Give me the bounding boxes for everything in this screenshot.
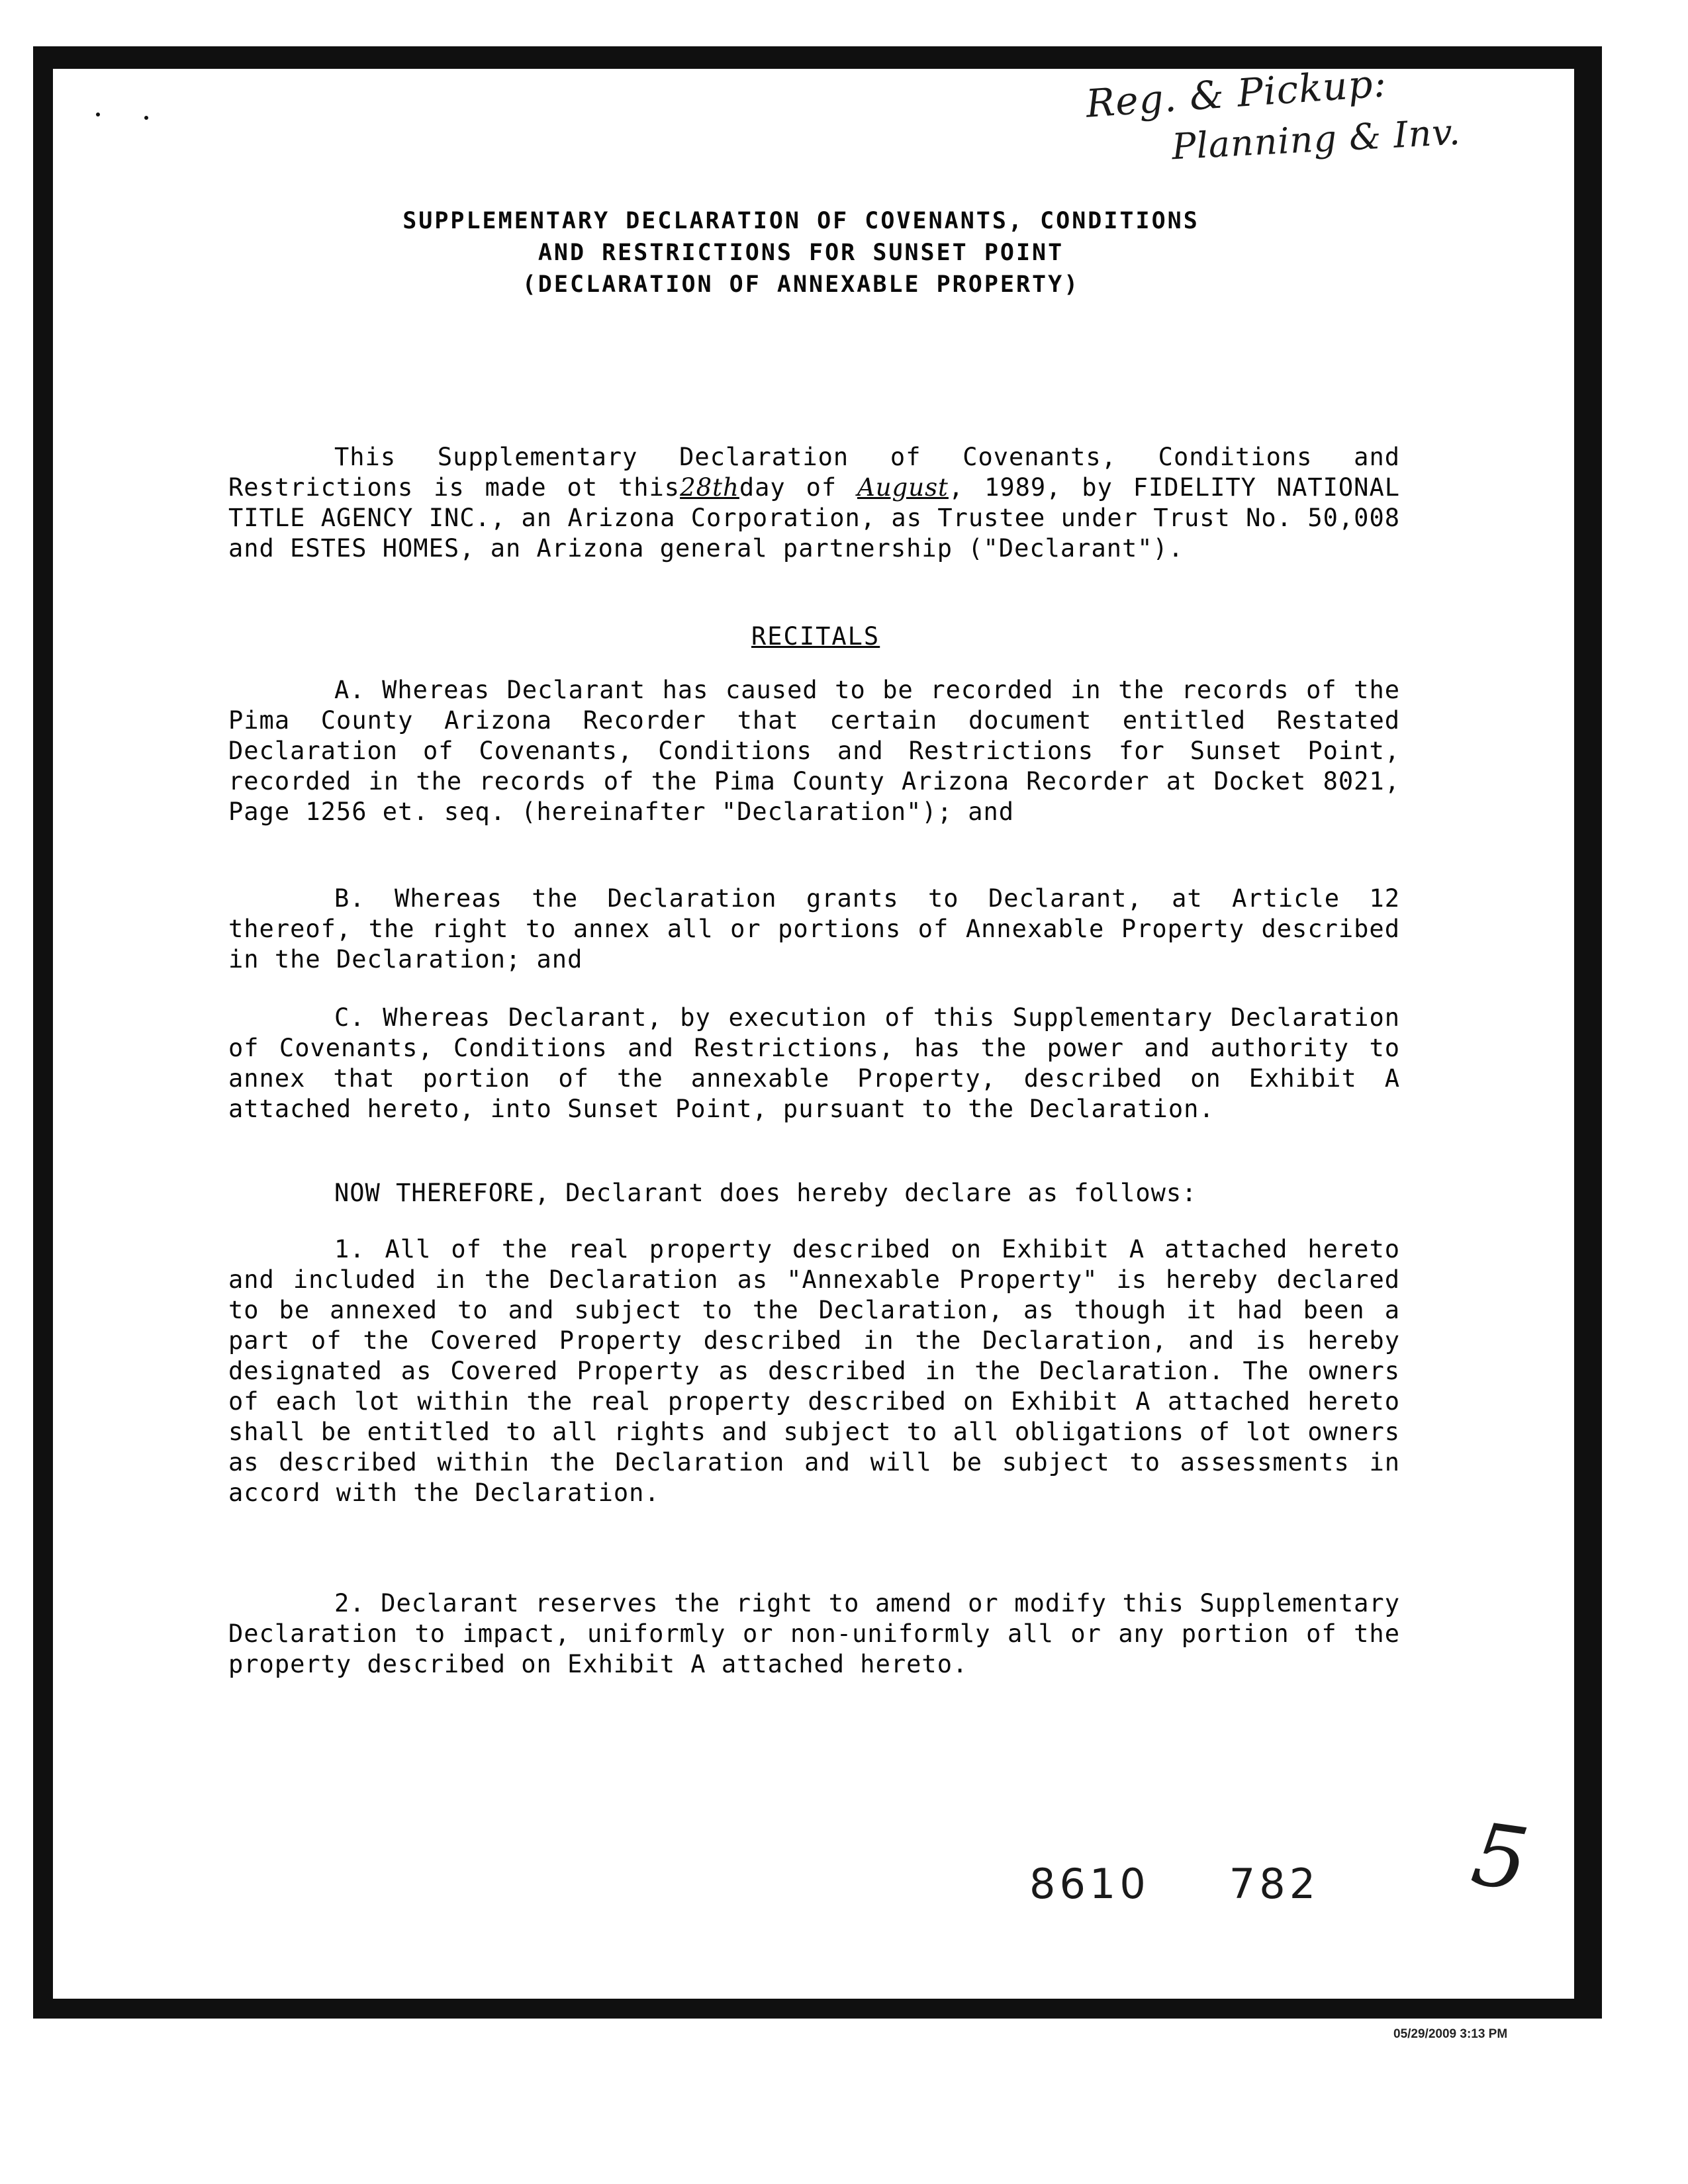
recital-c <box>228 1003 1400 1124</box>
now-therefore-paragraph <box>228 1178 1400 1208</box>
clause-1-text: 1. All of the real property described on Exhibit A attached hereto and included in the Declaration as "Annexable Property" is hereby declared to be annexed to and subject to the Declaration, as though it had been a part of the Covered Property described in the Declaration, and is hereby designated as Covered Property as described in the Declaration. The owners of each lot within the real property described on Exhibit A attached hereto shall be entitled to all rights and subject to all obligations of lot owners as described within the Declaration and will be subject to assessments in accord with the Declaration. <box>228 1235 1400 1507</box>
intro-paragraph <box>228 442 1400 564</box>
handwritten-day: 28th <box>680 473 739 502</box>
clause-2 <box>228 1588 1400 1680</box>
recording-stamp <box>1029 1860 1319 1908</box>
now-therefore-text: NOW THEREFORE, Declarant does hereby declare as follows: <box>334 1179 1197 1207</box>
document-title <box>238 205 1364 300</box>
recital-b-text: B. Whereas the Declaration grants to Declarant, at Article 12 thereof, the right to annex all or portions of Annexable Property described in the Declaration; and <box>228 884 1400 974</box>
handwritten-page-number: 5 <box>1466 1803 1534 1911</box>
fax-timestamp: 05/29/2009 3:13 PM <box>1393 2027 1508 2041</box>
recording-page: 782 <box>1229 1860 1320 1908</box>
clause-1 <box>228 1234 1400 1508</box>
recital-b <box>228 884 1400 975</box>
title-line-1: SUPPLEMENTARY DECLARATION OF COVENANTS, CONDITIONS <box>402 208 1199 234</box>
recital-a-text: A. Whereas Declarant has caused to be recorded in the records of the Pima County Arizona Recorder that certain document entitled Restated Declaration of Covenants, Conditions and Restrictions for Sunset Point, recorded in the records of the Pima County Arizona Recorder at Docket 8021, Page 1256 et. seq. (hereinafter "Declaration"); and <box>228 676 1400 826</box>
scan-speck <box>144 116 148 120</box>
recital-a <box>228 675 1400 827</box>
title-line-2: AND RESTRICTIONS FOR SUNSET POINT <box>538 240 1064 266</box>
intro-text-2: day of <box>739 473 837 502</box>
scan-speck <box>96 113 100 116</box>
handwritten-note-line2: Planning & Inv. <box>1170 111 1462 168</box>
handwritten-note-line1: Reg. & Pickup: <box>1084 60 1389 126</box>
title-line-3: (DECLARATION OF ANNEXABLE PROPERTY) <box>522 271 1080 298</box>
recording-docket: 8610 <box>1029 1860 1150 1908</box>
clause-2-text: 2. Declarant reserves the right to amend or modify this Supplementary Declaration to impact, uniformly or non-uniformly all or any portion of the property described on Exhibit A attached hereto. <box>228 1589 1400 1678</box>
handwritten-month: August <box>857 473 949 502</box>
recitals-heading: RECITALS <box>751 622 880 651</box>
recital-c-text: C. Whereas Declarant, by execution of this Supplementary Declaration of Covenants, Conditions and Restrictions, has the power and authority to annex that portion of the annexable Property, described on Exhibit A attached hereto, into Sunset Point, pursuant to the Declaration. <box>228 1003 1400 1123</box>
intro-text-1: This Supplementary Declaration of Covenants, Conditions and Restrictions is made ot this <box>228 443 1400 502</box>
intro-text-3: , 1989, by FIDELITY NATIONAL TITLE AGENCY INC., an Arizona Corporation, as Trustee under Trust No. 50,008 and ESTES HOMES, an Arizona general partnership ("Declarant"). <box>228 473 1401 563</box>
